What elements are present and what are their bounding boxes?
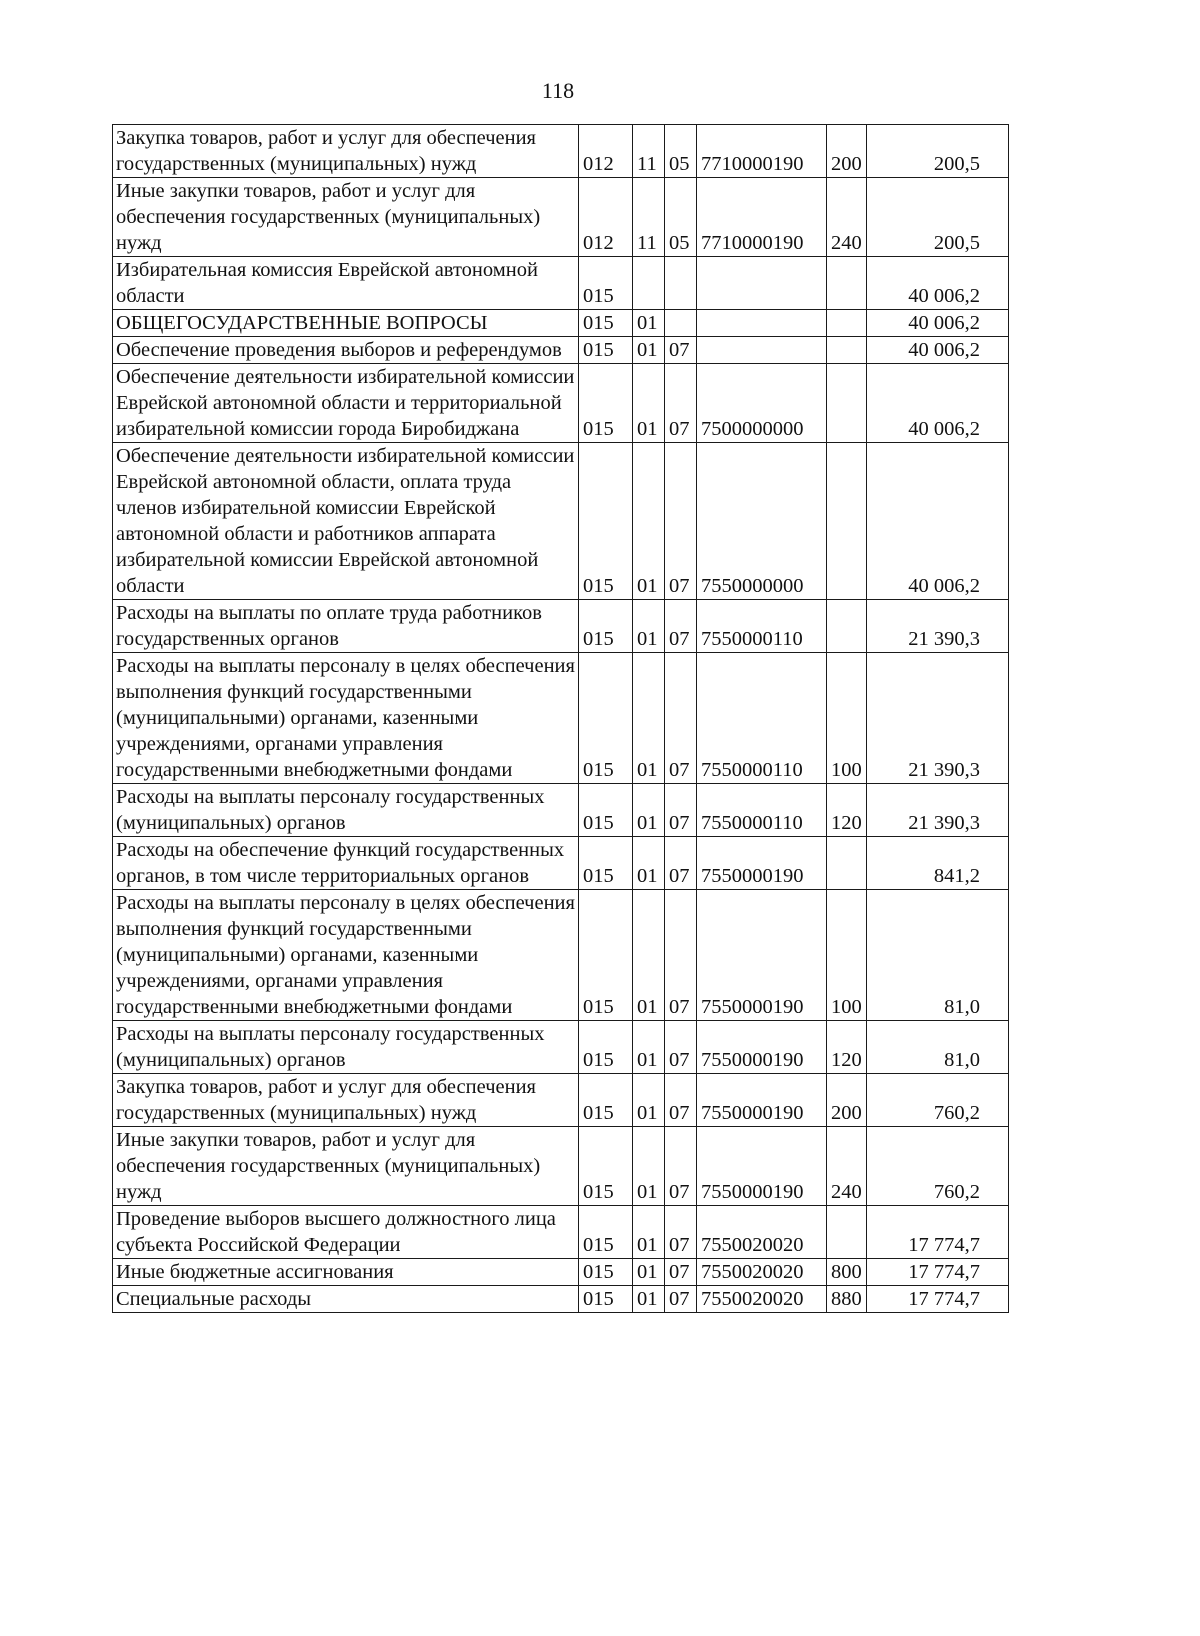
row-name-cell: Закупка товаров, работ и услуг для обеспечения государственных (муниципальных) нужд <box>113 1074 579 1127</box>
table-row <box>113 337 1009 364</box>
table-row <box>113 1286 1009 1313</box>
row-pr-cell: 07 <box>665 1021 697 1074</box>
row-vr-cell <box>827 600 867 653</box>
row-csr-cell: 7550000190 <box>697 1074 827 1127</box>
row-vr-cell <box>827 364 867 443</box>
row-pr-cell <box>665 310 697 337</box>
row-pr-cell: 07 <box>665 890 697 1021</box>
row-sum-cell: 40 006,2 <box>867 337 1009 364</box>
row-csr-cell: 7550020020 <box>697 1286 827 1313</box>
row-rz-cell: 01 <box>633 653 665 784</box>
row-rz-cell: 11 <box>633 125 665 178</box>
row-name-cell: Закупка товаров, работ и услуг для обеспечения государственных (муниципальных) нужд <box>113 125 579 178</box>
row-rz-cell: 01 <box>633 1021 665 1074</box>
row-sum-cell: 760,2 <box>867 1074 1009 1127</box>
row-rz-cell <box>633 257 665 310</box>
row-ved-cell: 012 <box>579 178 633 257</box>
row-rz-cell: 01 <box>633 1206 665 1259</box>
row-sum-cell: 40 006,2 <box>867 257 1009 310</box>
row-sum-cell: 21 390,3 <box>867 600 1009 653</box>
row-name-cell: Специальные расходы <box>113 1286 579 1313</box>
row-pr-cell: 07 <box>665 337 697 364</box>
table-row <box>113 443 1009 600</box>
row-pr-cell: 07 <box>665 784 697 837</box>
row-pr-cell: 07 <box>665 600 697 653</box>
table-row <box>113 364 1009 443</box>
row-sum-cell: 21 390,3 <box>867 784 1009 837</box>
row-sum-cell: 17 774,7 <box>867 1206 1009 1259</box>
row-vr-cell: 120 <box>827 1021 867 1074</box>
table-row <box>113 1259 1009 1286</box>
row-sum-cell: 760,2 <box>867 1127 1009 1206</box>
row-ved-cell: 015 <box>579 364 633 443</box>
row-csr-cell: 7710000190 <box>697 125 827 178</box>
row-vr-cell <box>827 337 867 364</box>
row-vr-cell <box>827 837 867 890</box>
row-name-cell: Расходы на выплаты по оплате труда работников государственных органов <box>113 600 579 653</box>
row-pr-cell: 07 <box>665 1127 697 1206</box>
row-name-cell: Иные закупки товаров, работ и услуг для обеспечения государственных (муниципальных) нужд <box>113 178 579 257</box>
row-ved-cell: 015 <box>579 1259 633 1286</box>
table-row <box>113 890 1009 1021</box>
row-csr-cell <box>697 310 827 337</box>
row-ved-cell: 015 <box>579 337 633 364</box>
row-vr-cell <box>827 310 867 337</box>
row-name-cell: Избирательная комиссия Еврейской автономной области <box>113 257 579 310</box>
row-vr-cell: 200 <box>827 125 867 178</box>
row-csr-cell: 7550000110 <box>697 600 827 653</box>
row-vr-cell: 120 <box>827 784 867 837</box>
row-pr-cell: 07 <box>665 364 697 443</box>
table-row <box>113 1206 1009 1259</box>
row-vr-cell: 800 <box>827 1259 867 1286</box>
row-vr-cell <box>827 443 867 600</box>
row-rz-cell: 01 <box>633 443 665 600</box>
row-csr-cell: 7550000000 <box>697 443 827 600</box>
row-rz-cell: 01 <box>633 1259 665 1286</box>
row-pr-cell: 05 <box>665 178 697 257</box>
row-ved-cell: 015 <box>579 653 633 784</box>
row-pr-cell: 07 <box>665 653 697 784</box>
row-sum-cell: 40 006,2 <box>867 364 1009 443</box>
table-row <box>113 1021 1009 1074</box>
row-ved-cell: 015 <box>579 890 633 1021</box>
row-pr-cell: 07 <box>665 1286 697 1313</box>
row-rz-cell: 01 <box>633 364 665 443</box>
row-ved-cell: 015 <box>579 1206 633 1259</box>
row-pr-cell: 07 <box>665 1074 697 1127</box>
table-row <box>113 178 1009 257</box>
row-name-cell: Расходы на выплаты персоналу государственных (муниципальных) органов <box>113 1021 579 1074</box>
row-rz-cell: 01 <box>633 1127 665 1206</box>
row-vr-cell: 240 <box>827 1127 867 1206</box>
row-pr-cell: 07 <box>665 443 697 600</box>
table-row <box>113 1074 1009 1127</box>
row-rz-cell: 01 <box>633 310 665 337</box>
row-csr-cell: 7550000110 <box>697 784 827 837</box>
row-sum-cell: 40 006,2 <box>867 310 1009 337</box>
row-vr-cell: 100 <box>827 653 867 784</box>
row-rz-cell: 11 <box>633 178 665 257</box>
row-vr-cell <box>827 1206 867 1259</box>
row-rz-cell: 01 <box>633 784 665 837</box>
row-pr-cell: 07 <box>665 837 697 890</box>
row-csr-cell: 7550000110 <box>697 653 827 784</box>
row-name-cell: ОБЩЕГОСУДАРСТВЕННЫЕ ВОПРОСЫ <box>113 310 579 337</box>
row-name-cell: Расходы на обеспечение функций государственных органов, в том числе территориальных органов <box>113 837 579 890</box>
row-ved-cell: 015 <box>579 1074 633 1127</box>
row-sum-cell: 17 774,7 <box>867 1286 1009 1313</box>
table-row <box>113 837 1009 890</box>
table-row <box>113 257 1009 310</box>
row-vr-cell <box>827 257 867 310</box>
row-rz-cell: 01 <box>633 600 665 653</box>
row-ved-cell: 015 <box>579 443 633 600</box>
row-rz-cell: 01 <box>633 837 665 890</box>
page-number: 118 <box>541 78 575 103</box>
row-ved-cell: 015 <box>579 600 633 653</box>
row-csr-cell <box>697 337 827 364</box>
row-sum-cell: 81,0 <box>867 1021 1009 1074</box>
budget-table-body <box>113 125 1009 1313</box>
row-sum-cell: 200,5 <box>867 178 1009 257</box>
row-name-cell: Расходы на выплаты персоналу в целях обеспечения выполнения функций государственными (муниципальными) органами, казенными учреждениями, органами управления государственными внебюджетными фондами <box>113 890 579 1021</box>
row-rz-cell: 01 <box>633 890 665 1021</box>
table-row <box>113 600 1009 653</box>
row-name-cell: Проведение выборов высшего должностного лица субъекта Российской Федерации <box>113 1206 579 1259</box>
row-csr-cell: 7550000190 <box>697 890 827 1021</box>
row-csr-cell: 7550000190 <box>697 837 827 890</box>
row-csr-cell: 7500000000 <box>697 364 827 443</box>
table-row <box>113 125 1009 178</box>
row-name-cell: Расходы на выплаты персоналу в целях обеспечения выполнения функций государственными (муниципальными) органами, казенными учреждениями, органами управления государственными внебюджетными фондами <box>113 653 579 784</box>
row-csr-cell: 7550020020 <box>697 1206 827 1259</box>
row-csr-cell: 7550000190 <box>697 1127 827 1206</box>
row-ved-cell: 015 <box>579 1127 633 1206</box>
row-csr-cell: 7550020020 <box>697 1259 827 1286</box>
table-row <box>113 310 1009 337</box>
row-csr-cell: 7550000190 <box>697 1021 827 1074</box>
row-sum-cell: 21 390,3 <box>867 653 1009 784</box>
row-vr-cell: 880 <box>827 1286 867 1313</box>
row-ved-cell: 015 <box>579 1286 633 1313</box>
row-ved-cell: 015 <box>579 257 633 310</box>
row-sum-cell: 40 006,2 <box>867 443 1009 600</box>
row-pr-cell: 07 <box>665 1259 697 1286</box>
table-row <box>113 653 1009 784</box>
row-ved-cell: 015 <box>579 310 633 337</box>
row-rz-cell: 01 <box>633 1286 665 1313</box>
row-name-cell: Обеспечение деятельности избирательной комиссии Еврейской автономной области, оплата труда членов избирательной комиссии Еврейской автономной области и работников аппарата избирательной комиссии Еврейской автономной области <box>113 443 579 600</box>
row-rz-cell: 01 <box>633 337 665 364</box>
row-vr-cell: 100 <box>827 890 867 1021</box>
row-name-cell: Обеспечение деятельности избирательной комиссии Еврейской автономной области и территориальной избирательной комиссии города Биробиджана <box>113 364 579 443</box>
row-ved-cell: 012 <box>579 125 633 178</box>
row-sum-cell: 841,2 <box>867 837 1009 890</box>
row-ved-cell: 015 <box>579 784 633 837</box>
row-pr-cell: 07 <box>665 1206 697 1259</box>
row-pr-cell <box>665 257 697 310</box>
table-row <box>113 784 1009 837</box>
row-name-cell: Иные закупки товаров, работ и услуг для обеспечения государственных (муниципальных) нужд <box>113 1127 579 1206</box>
row-sum-cell: 17 774,7 <box>867 1259 1009 1286</box>
row-name-cell: Иные бюджетные ассигнования <box>113 1259 579 1286</box>
row-ved-cell: 015 <box>579 1021 633 1074</box>
row-rz-cell: 01 <box>633 1074 665 1127</box>
row-sum-cell: 200,5 <box>867 125 1009 178</box>
row-vr-cell: 240 <box>827 178 867 257</box>
row-csr-cell <box>697 257 827 310</box>
row-vr-cell: 200 <box>827 1074 867 1127</box>
row-pr-cell: 05 <box>665 125 697 178</box>
row-name-cell: Обеспечение проведения выборов и референдумов <box>113 337 579 364</box>
row-ved-cell: 015 <box>579 837 633 890</box>
row-csr-cell: 7710000190 <box>697 178 827 257</box>
row-name-cell: Расходы на выплаты персоналу государственных (муниципальных) органов <box>113 784 579 837</box>
row-sum-cell: 81,0 <box>867 890 1009 1021</box>
table-row <box>113 1127 1009 1206</box>
budget-table <box>112 124 1009 1313</box>
